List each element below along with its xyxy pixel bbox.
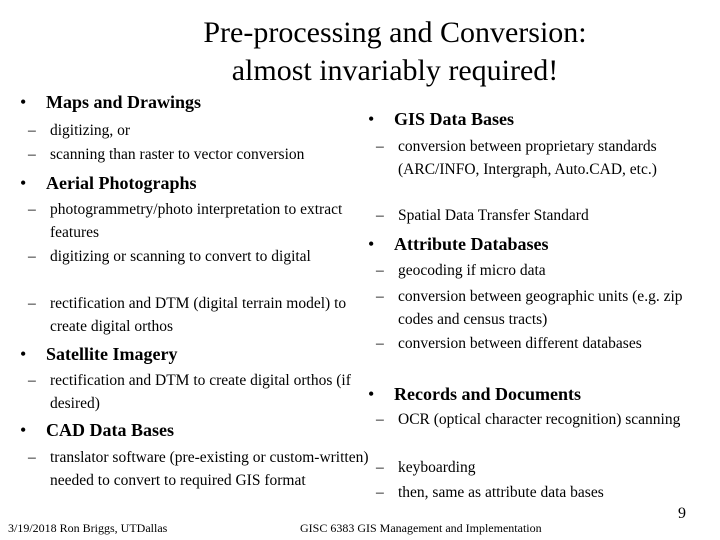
- section-heading: • Records and Documents: [368, 383, 581, 405]
- list-item: – digitizing or scanning to convert to digital: [20, 245, 350, 268]
- section-heading: • Attribute Databases: [368, 233, 549, 255]
- list-item: – Spatial Data Transfer Standard: [368, 204, 589, 227]
- page-number: 9: [678, 505, 686, 522]
- list-item: – conversion between proprietary standards (ARC/INFO, Intergraph, Auto.CAD, etc.): [368, 135, 663, 181]
- footer-date-author: 3/19/2018 Ron Briggs, UTDallas: [8, 521, 168, 535]
- list-item: – photogrammetry/photo interpretation to extract features: [20, 198, 370, 244]
- list-item: – rectification and DTM to create digital orthos (if desired): [20, 369, 380, 415]
- section-heading: • Maps and Drawings: [20, 91, 201, 113]
- slide-title: [0, 14, 720, 90]
- list-item: – conversion between geographic units (e.g. zip codes and census tracts): [368, 285, 703, 331]
- list-item: – conversion between different databases: [368, 332, 648, 355]
- section-heading: • Satellite Imagery: [20, 343, 177, 365]
- list-item: – rectification and DTM (digital terrain model) to create digital orthos: [20, 292, 370, 338]
- list-item: – digitizing, or: [20, 119, 130, 142]
- title-line-1: Pre-processing and Conversion:: [203, 16, 587, 49]
- section-heading: • CAD Data Bases: [20, 419, 174, 441]
- section-heading: • GIS Data Bases: [368, 108, 514, 130]
- list-item: – keyboarding: [368, 456, 475, 479]
- title-line-2: almost invariably required!: [231, 54, 559, 87]
- list-item: – then, same as attribute data bases: [368, 481, 604, 504]
- footer-course: GISC 6383 GIS Management and Implementation: [300, 521, 542, 535]
- section-heading: • Aerial Photographs: [20, 172, 197, 194]
- list-item: – scanning than raster to vector conversion: [20, 143, 304, 166]
- list-item: – OCR (optical character recognition) scanning: [368, 408, 698, 431]
- list-item: – translator software (pre-existing or custom-written) needed to convert to required GIS format: [20, 446, 370, 492]
- list-item: – geocoding if micro data: [368, 259, 546, 282]
